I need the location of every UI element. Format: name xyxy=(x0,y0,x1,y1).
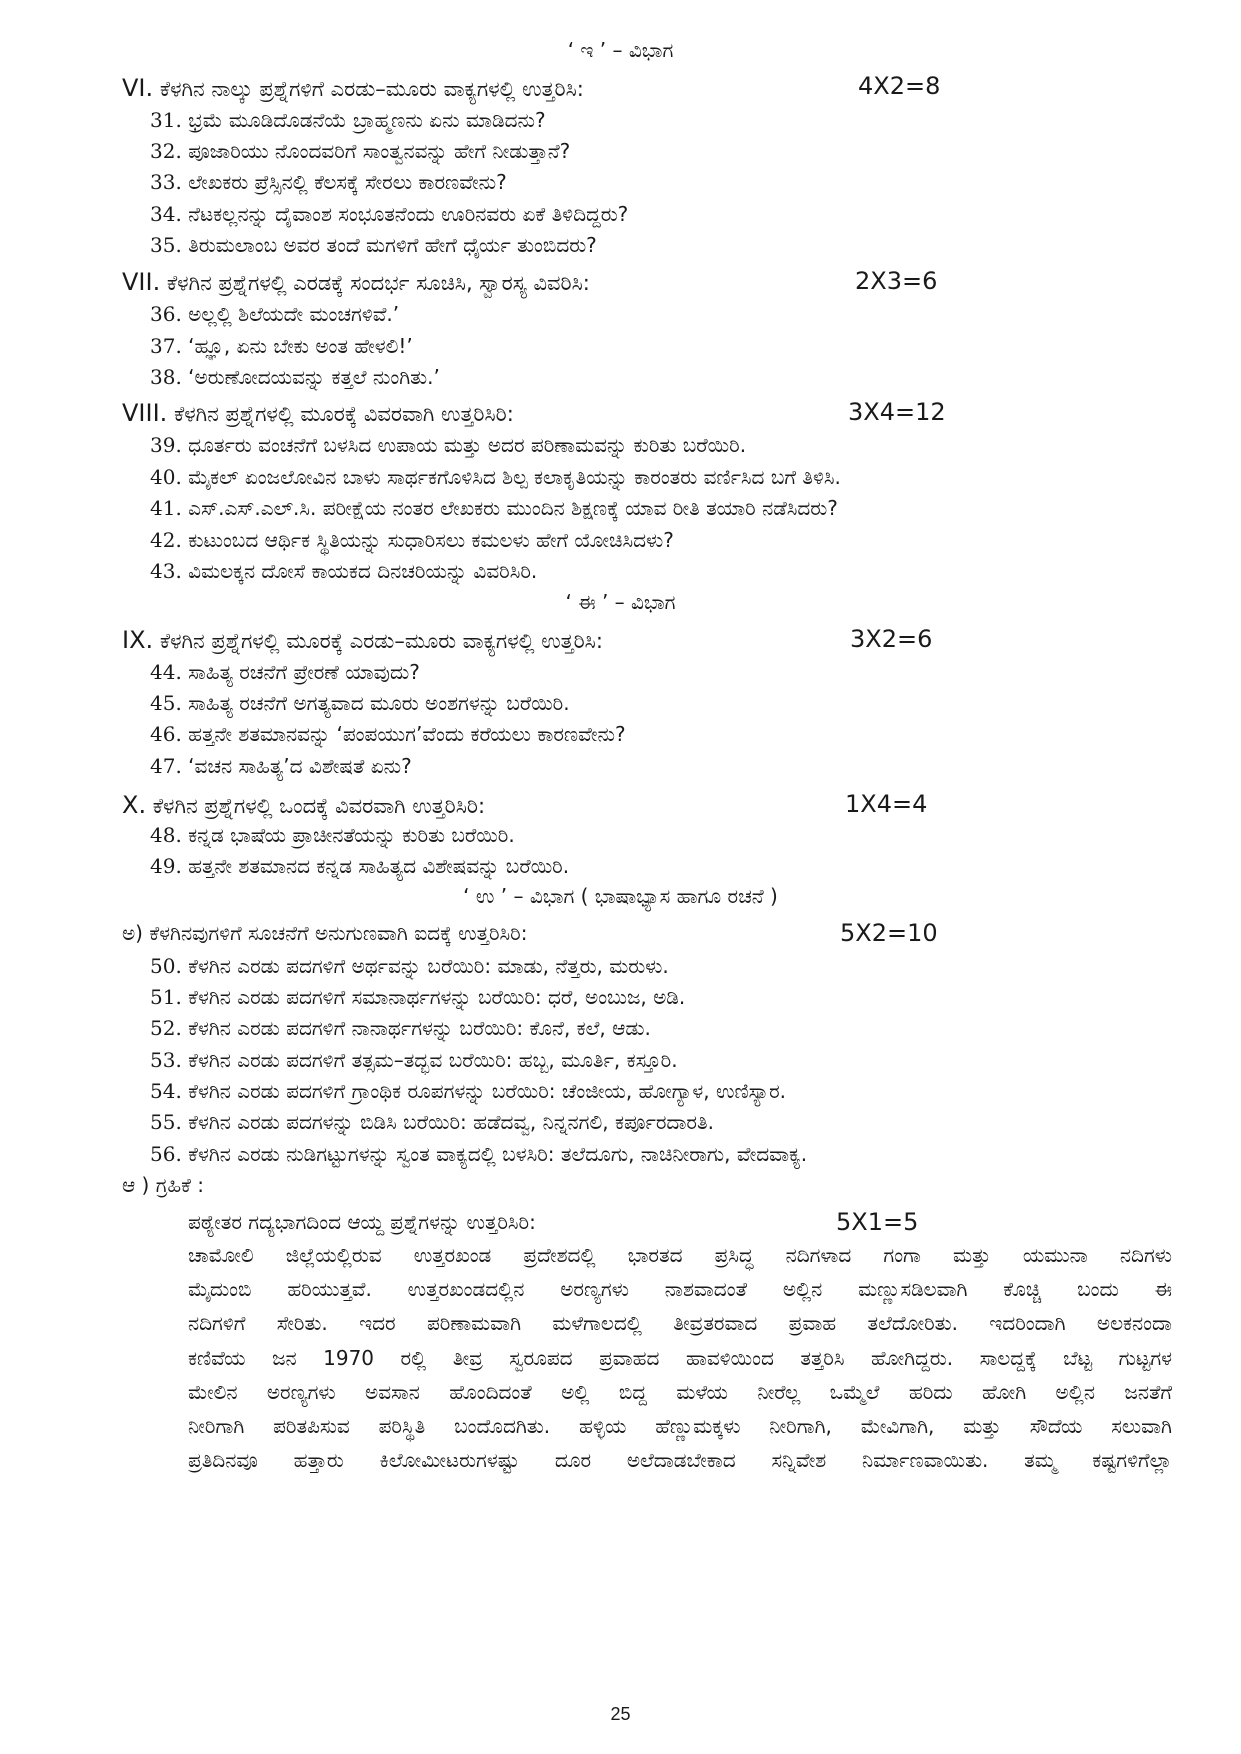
question-53: 53. ಕೆಳಗಿನ ಎರಡು ಪದಗಳಿಗೆ ತತ್ಸಮ–ತದ್ಭವ ಬರೆಯಿರಿ: ಹಬ್ಬ, ಮೂರ್ತಿ, ಕಸ್ತೂರಿ. xyxy=(150,1048,678,1072)
section-heading-ee: ‘ ಈ ’ – ವಿಭಾಗ xyxy=(565,590,676,614)
passage-line: ಪ್ರತಿದಿನವೂ ಹತ್ತಾರು ಕಿಲೋಮೀಟರುಗಳಷ್ಟು ದೂರ ಅಲೆದಾಡಬೇಕಾದ ಸನ್ನಿವೇಶ ನಿರ್ಮಾಣವಾಯಿತು. ತಮ್ಮ ಕಷ್ಟಗಳಿಗೆಲ್ಲಾ xyxy=(188,1448,1172,1473)
comprehension-marks: 5X1=5 xyxy=(836,1208,919,1236)
question-44: 44. ಸಾಹಿತ್ಯ ರಚನೆಗೆ ಪ್ರೇರಣೆ ಯಾವುದು? xyxy=(150,660,420,684)
passage-line: ನೀರಿಗಾಗಿ ಪರಿತಪಿಸುವ ಪರಿಸ್ಥಿತಿ ಬಂದೊದಗಿತು. ಹಳ್ಳಿಯ ಹೆಣ್ಣುಮಕ್ಕಳು ನೀರಿಗಾಗಿ, ಮೇವಿಗಾಗಿ, ಮತ್ತು ಸೌದೆಯ ಸಲುವಾಗಿ xyxy=(188,1413,1172,1438)
question-42: 42. ಕುಟುಂಬದ ಆರ್ಥಿಕ ಸ್ಥಿತಿಯನ್ನು ಸುಧಾರಿಸಲು ಕಮಲಳು ಹೇಗೆ ಯೋಚಿಸಿದಳು? xyxy=(150,528,674,552)
section-viii-marks: 3X4=12 xyxy=(848,398,946,426)
question-47: 47. ‘ವಚನ ಸಾಹಿತ್ಯ’ದ ವಿಶೇಷತೆ ಏನು? xyxy=(150,754,412,778)
question-51: 51. ಕೆಳಗಿನ ಎರಡು ಪದಗಳಿಗೆ ಸಮಾನಾರ್ಥಗಳನ್ನು ಬರೆಯಿರಿ: ಧರೆ, ಅಂಬುಜ, ಅಡಿ. xyxy=(150,985,686,1009)
question-36: 36. ಅಲ್ಲಲ್ಲಿ ಶಿಲೆಯದೇ ಮಂಚಗಳಿವೆ.’ xyxy=(150,302,400,326)
section-a-title: ಅ) ಕೆಳಗಿನವುಗಳಿಗೆ ಸೂಚನೆಗೆ ಅನುಗುಣವಾಗಿ ಐದಕ್ಕೆ ಉತ್ತರಿಸಿರಿ: xyxy=(122,921,528,945)
passage-line: ಕಣಿವೆಯ ಜನ 1970 ರಲ್ಲಿ ತೀವ್ರ ಸ್ವರೂಪದ ಪ್ರವಾಹದ ಹಾವಳಿಯಿಂದ ತತ್ತರಿಸಿ ಹೋಗಿದ್ದರು. ಸಾಲದ್ದಕ್ಕೆ ಬೆಟ್ಟ ಗುಟ್ಟಗಳ xyxy=(188,1345,1172,1370)
section-ix-title: IX. ಕೆಳಗಿನ ಪ್ರಶ್ನೆಗಳಲ್ಲಿ ಮೂರಕ್ಕೆ ಎರಡು–ಮೂರು ವಾಕ್ಯಗಳಲ್ಲಿ ಉತ್ತರಿಸಿ: xyxy=(122,626,603,654)
question-37: 37. ‘ಹ್ಞೂ, ಏನು ಬೇಕು ಅಂತ ಹೇಳಲಿ!’ xyxy=(150,334,413,358)
question-32: 32. ಪೂಜಾರಿಯು ನೊಂದವರಿಗೆ ಸಾಂತ್ವನವನ್ನು ಹೇಗೆ ನೀಡುತ್ತಾನೆ? xyxy=(150,139,571,163)
page-number: 25 xyxy=(610,1704,631,1724)
question-39: 39. ಧೂರ್ತರು ವಂಚನೆಗೆ ಬಳಸಿದ ಉಪಾಯ ಮತ್ತು ಅದರ ಪರಿಣಾಮವನ್ನು ಕುರಿತು ಬರೆಯಿರಿ. xyxy=(150,433,747,457)
section-a-marks: 5X2=10 xyxy=(840,919,938,947)
section-x-marks: 1X4=4 xyxy=(845,790,928,818)
section-vii-title: VII. ಕೆಳಗಿನ ಪ್ರಶ್ನೆಗಳಲ್ಲಿ ಎರಡಕ್ಕೆ ಸಂದರ್ಭ ಸೂಚಿಸಿ, ಸ್ವಾರಸ್ಯ ವಿವರಿಸಿ: xyxy=(122,268,590,296)
section-vii-marks: 2X3=6 xyxy=(855,267,938,295)
question-48: 48. ಕನ್ನಡ ಭಾಷೆಯ ಪ್ರಾಚೀನತೆಯನ್ನು ಕುರಿತು ಬರೆಯಿರಿ. xyxy=(150,823,515,847)
question-40: 40. ಮೈಕಲ್ ಏಂಜಲೋವಿನ ಬಾಳು ಸಾರ್ಥಕಗೊಳಿಸಿದ ಶಿಲ್ಪ ಕಲಾಕೃತಿಯನ್ನು ಕಾರಂತರು ವರ್ಣಿಸಿದ ಬಗೆ ತಿಳಿಸಿ. xyxy=(150,465,841,489)
question-54: 54. ಕೆಳಗಿನ ಎರಡು ಪದಗಳಿಗೆ ಗ್ರಾಂಥಿಕ ರೂಪಗಳನ್ನು ಬರೆಯಿರಿ: ಚೆಂಜೀಯ, ಹೋಗ್ಯಾಳ, ಉಣಿಸ್ಯಾರ. xyxy=(150,1079,787,1103)
question-56: 56. ಕೆಳಗಿನ ಎರಡು ನುಡಿಗಟ್ಟುಗಳನ್ನು ಸ್ವಂತ ವಾಕ್ಯದಲ್ಲಿ ಬಳಸಿರಿ: ತಲೆದೂಗು, ನಾಚಿನೀರಾಗು, ವೇದವಾಕ್ಯ. xyxy=(150,1142,808,1166)
section-heading-u: ‘ ಉ ’ – ವಿಭಾಗ ( ಭಾಷಾಭ್ಯಾಸ ಹಾಗೂ ರಚನೆ ) xyxy=(463,884,778,908)
passage-line: ನದಿಗಳಿಗೆ ಸೇರಿತು. ಇದರ ಪರಿಣಾಮವಾಗಿ ಮಳೆಗಾಲದಲ್ಲಿ ತೀವ್ರತರವಾದ ಪ್ರವಾಹ ತಲೆದೋರಿತು. ಇದರಿಂದಾಗಿ ಅಲಕನಂದಾ xyxy=(188,1311,1172,1336)
question-43: 43. ವಿಮಲಕ್ಕನ ದೋಸೆ ಕಾಯಕದ ದಿನಚರಿಯನ್ನು ವಿವರಿಸಿರಿ. xyxy=(150,559,538,583)
question-35: 35. ತಿರುಮಲಾಂಬ ಅವರ ತಂದೆ ಮಗಳಿಗೆ ಹೇಗೆ ಧೈರ್ಯ ತುಂಬಿದರು? xyxy=(150,233,597,257)
question-50: 50. ಕೆಳಗಿನ ಎರಡು ಪದಗಳಿಗೆ ಅರ್ಥವನ್ನು ಬರೆಯಿರಿ: ಮಾಡು, ನೆತ್ತರು, ಮರುಳು. xyxy=(150,954,669,978)
question-41: 41. ಎಸ್.ಎಸ್.ಎಲ್.ಸಿ. ಪರೀಕ್ಷೆಯ ನಂತರ ಲೇಖಕರು ಮುಂದಿನ ಶಿಕ್ಷಣಕ್ಕೆ ಯಾವ ರೀತಿ ತಯಾರಿ ನಡೆಸಿದರು? xyxy=(150,496,838,520)
section-vi-title: VI. ಕೆಳಗಿನ ನಾಲ್ಕು ಪ್ರಶ್ನೆಗಳಿಗೆ ಎರಡು–ಮೂರು ವಾಕ್ಯಗಳಲ್ಲಿ ಉತ್ತರಿಸಿ: xyxy=(122,74,584,102)
comprehension-passage xyxy=(188,1238,1172,1477)
section-heading-e: ‘ ಇ ’ – ವಿಭಾಗ xyxy=(567,38,674,62)
question-34: 34. ನೆಟಕಲ್ಲನನ್ನು ದೈವಾಂಶ ಸಂಭೂತನೆಂದು ಊರಿನವರು ಏಕೆ ತಿಳಿದಿದ್ದರು? xyxy=(150,202,629,226)
question-38: 38. ‘ಅರುಣೋದಯವನ್ನು ಕತ್ತಲೆ ನುಂಗಿತು.’ xyxy=(150,365,440,389)
passage-line: ಮೈದುಂಬಿ ಹರಿಯುತ್ತವೆ. ಉತ್ತರಖಂಡದಲ್ಲಿನ ಅರಣ್ಯಗಳು ನಾಶವಾದಂತೆ ಅಲ್ಲಿನ ಮಣ್ಣುಸಡಿಲವಾಗಿ ಕೊಚ್ಚಿ ಬಂದು ಈ xyxy=(188,1277,1172,1302)
question-31: 31. ಭ್ರಮೆ ಮೂಡಿದೊಡನೆಯೆ ಬ್ರಾಹ್ಮಣನು ಏನು ಮಾಡಿದನು? xyxy=(150,108,546,132)
question-46: 46. ಹತ್ತನೇ ಶತಮಾನವನ್ನು ‘ಪಂಪಯುಗ’ವೆಂದು ಕರೆಯಲು ಕಾರಣವೇನು? xyxy=(150,722,626,746)
section-aa-title: ಆ ) ಗ್ರಹಿಕೆ : xyxy=(122,1173,205,1197)
question-45: 45. ಸಾಹಿತ್ಯ ರಚನೆಗೆ ಅಗತ್ಯವಾದ ಮೂರು ಅಂಶಗಳನ್ನು ಬರೆಯಿರಿ. xyxy=(150,691,570,715)
comprehension-instruction: ಪಠ್ಯೇತರ ಗದ್ಯಭಾಗದಿಂದ ಆಯ್ದ ಪ್ರಶ್ನೆಗಳನ್ನು ಉತ್ತರಿಸಿರಿ: xyxy=(188,1210,536,1234)
section-vi-marks: 4X2=8 xyxy=(858,72,941,100)
section-x-title: X. ಕೆಳಗಿನ ಪ್ರಶ್ನೆಗಳಲ್ಲಿ ಒಂದಕ್ಕೆ ವಿವರವಾಗಿ ಉತ್ತರಿಸಿರಿ: xyxy=(122,791,486,819)
question-52: 52. ಕೆಳಗಿನ ಎರಡು ಪದಗಳಿಗೆ ನಾನಾರ್ಥಗಳನ್ನು ಬರೆಯಿರಿ: ಕೊನೆ, ಕಲೆ, ಆಡು. xyxy=(150,1016,651,1040)
question-55: 55. ಕೆಳಗಿನ ಎರಡು ಪದಗಳನ್ನು ಬಿಡಿಸಿ ಬರೆಯಿರಿ: ಹಡೆದವ್ವ, ನಿನ್ನನಗಲಿ, ಕರ್ಪೂರದಾರತಿ. xyxy=(150,1110,714,1134)
passage-line: ಮೇಲಿನ ಅರಣ್ಯಗಳು ಅವಸಾನ ಹೊಂದಿದಂತೆ ಅಲ್ಲಿ ಬಿದ್ದ ಮಳೆಯ ನೀರೆಲ್ಲ ಒಮ್ಮೆಲೆ ಹರಿದು ಹೋಗಿ ಅಲ್ಲಿನ ಜನತೆಗೆ xyxy=(188,1379,1172,1404)
section-viii-title: VIII. ಕೆಳಗಿನ ಪ್ರಶ್ನೆಗಳಲ್ಲಿ ಮೂರಕ್ಕೆ ವಿವರವಾಗಿ ಉತ್ತರಿಸಿರಿ: xyxy=(122,399,514,427)
question-49: 49. ಹತ್ತನೇ ಶತಮಾನದ ಕನ್ನಡ ಸಾಹಿತ್ಯದ ವಿಶೇಷವನ್ನು ಬರೆಯಿರಿ. xyxy=(150,854,570,878)
passage-line: ಚಾಮೋಲಿ ಜಿಲ್ಲೆಯಲ್ಲಿರುವ ಉತ್ತರಖಂಡ ಪ್ರದೇಶದಲ್ಲಿ ಭಾರತದ ಪ್ರಸಿದ್ಧ ನದಿಗಳಾದ ಗಂಗಾ ಮತ್ತು ಯಮುನಾ ನದಿಗಳು xyxy=(188,1243,1172,1267)
section-ix-marks: 3X2=6 xyxy=(850,625,933,653)
question-33: 33. ಲೇಖಕರು ಪ್ರೆಸ್ಸಿನಲ್ಲಿ ಕೆಲಸಕ್ಕೆ ಸೇರಲು ಕಾರಣವೇನು? xyxy=(150,170,507,194)
